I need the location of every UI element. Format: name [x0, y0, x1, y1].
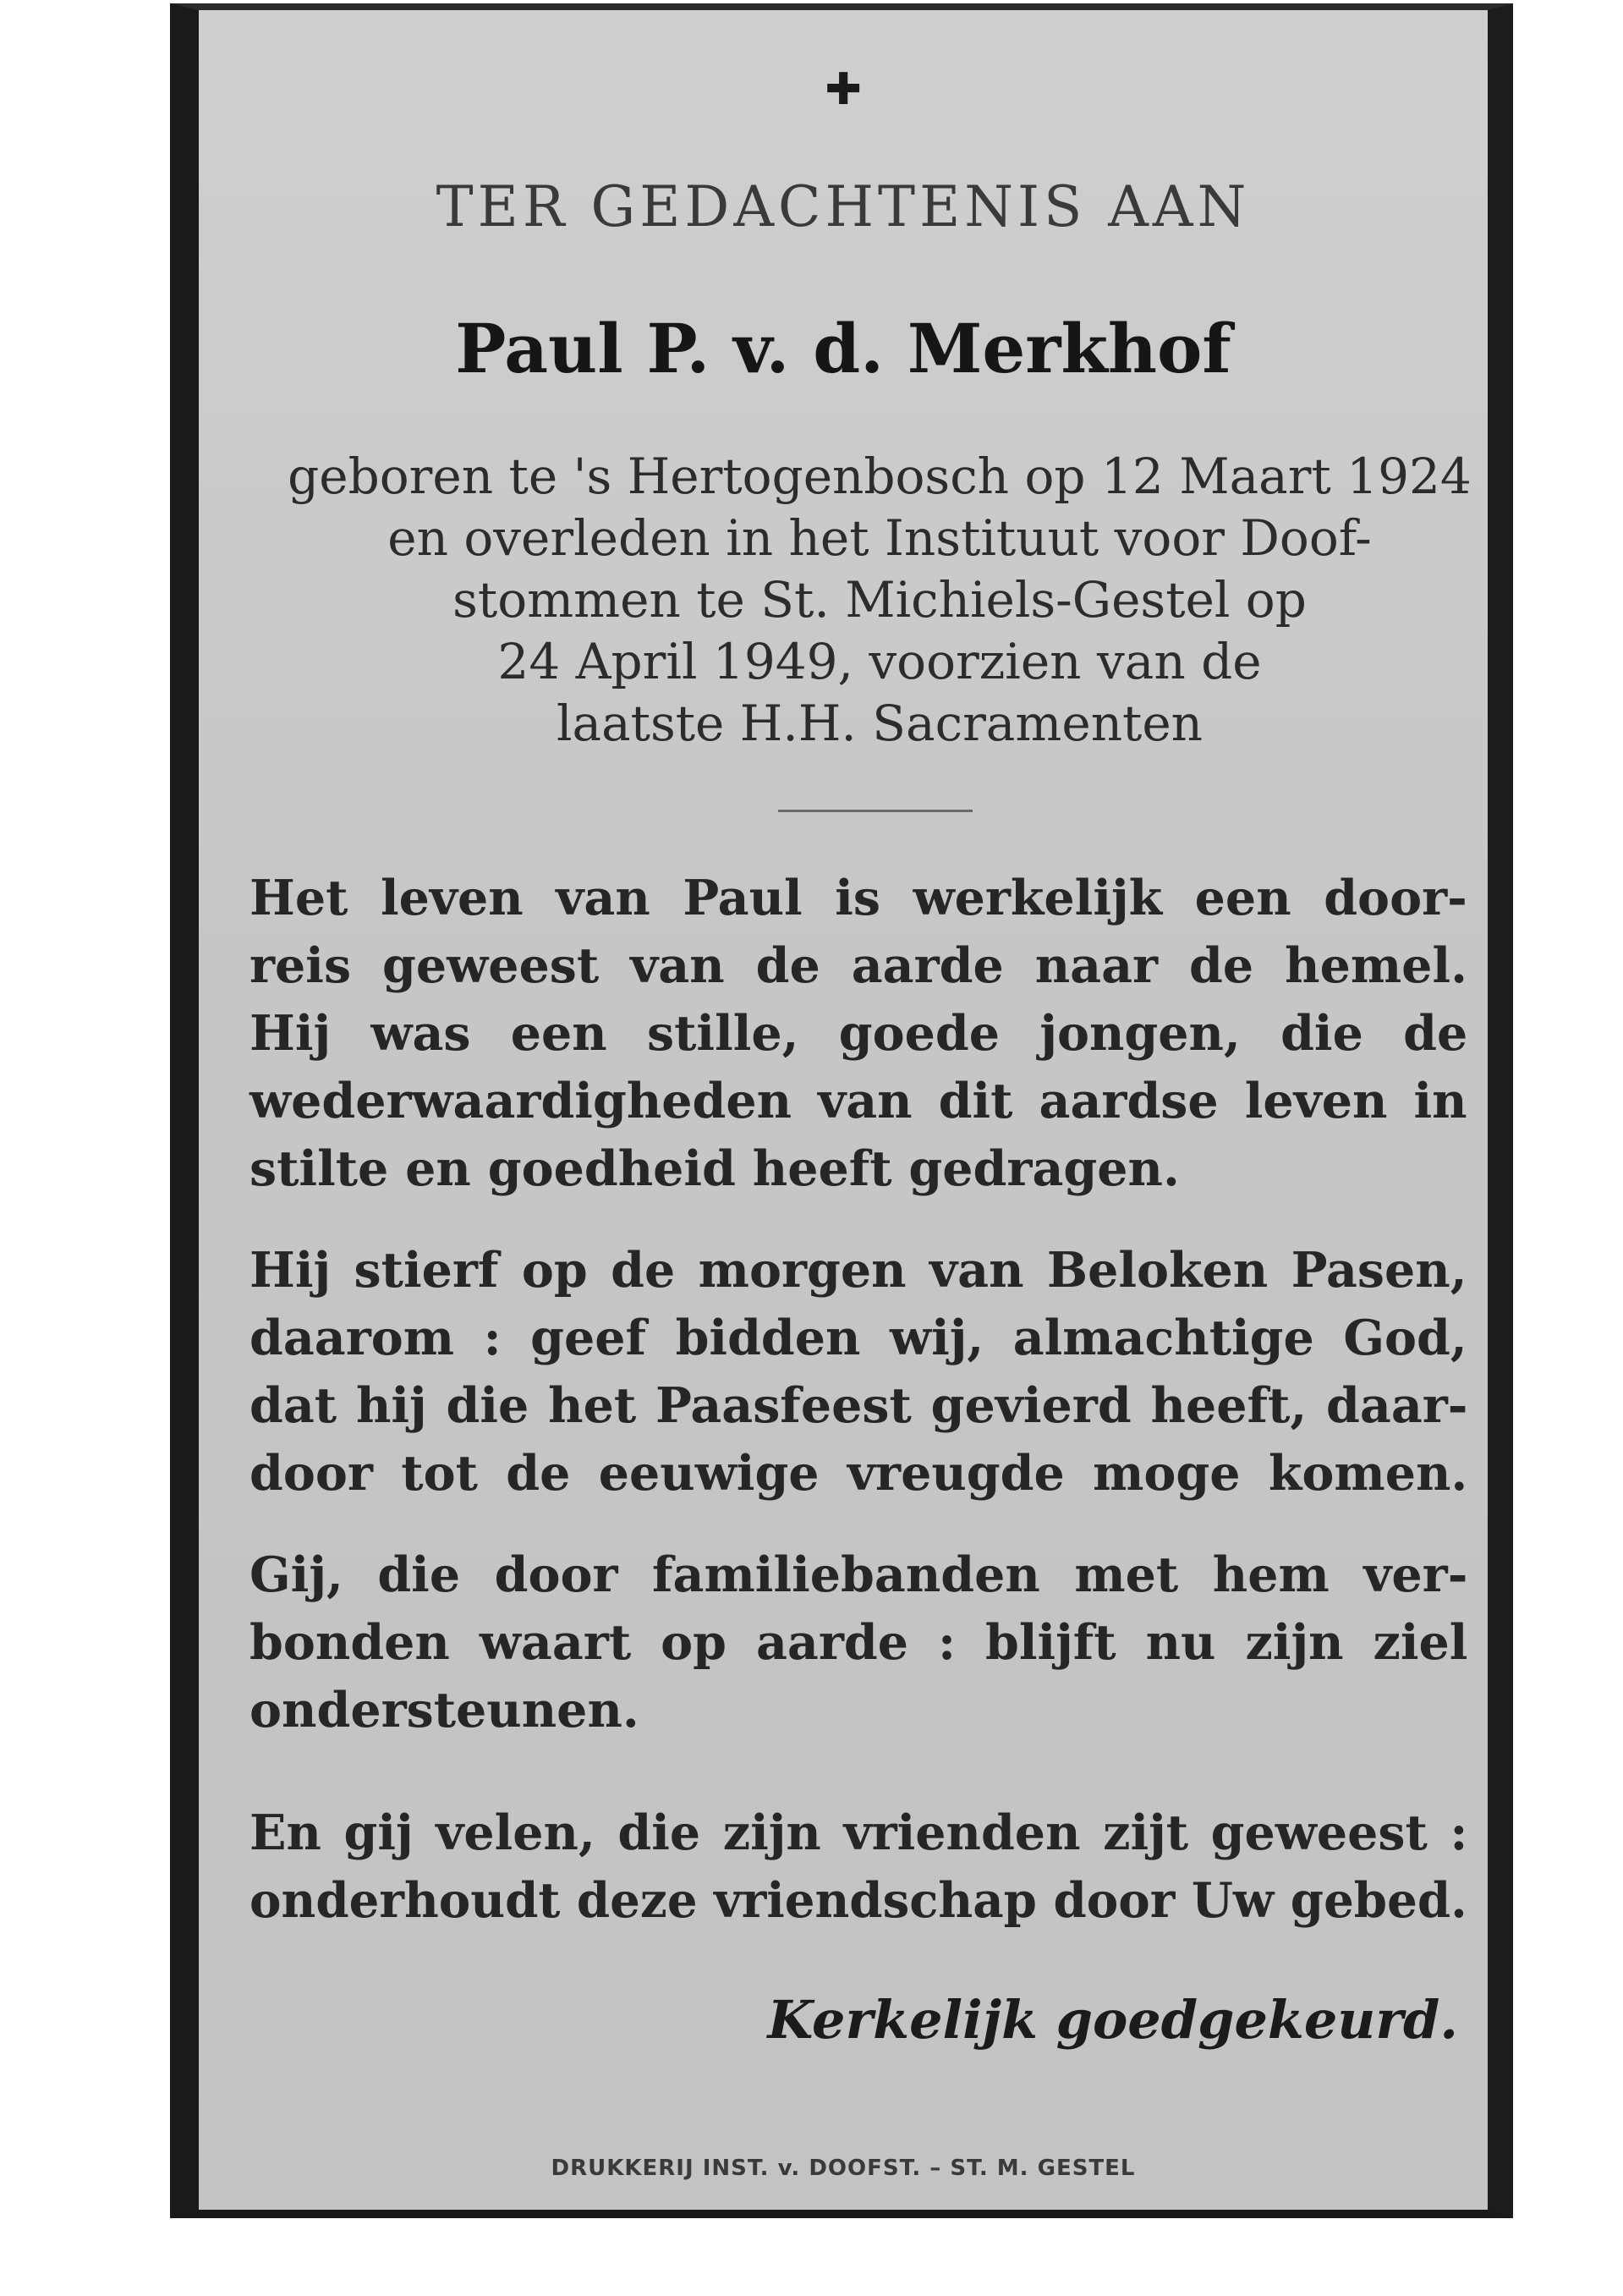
paragraph-prayer	[249, 1237, 1467, 1508]
birth-line: laatste H.H. Sacramenten	[556, 695, 1204, 752]
text-line: bonden waart op aarde : blijft nu zijn ziel	[249, 1614, 1468, 1671]
paragraph-family	[249, 1541, 1467, 1744]
text-line: Gij, die door familiebanden met hem ver-	[249, 1546, 1468, 1603]
church-approval: Kerkelijk goedgekeurd.	[767, 1989, 1458, 2051]
card-heading: TER GEDACHTENIS AAN	[436, 174, 1251, 239]
text-line: En gij velen, die zijn vrienden zijt geweest :	[249, 1804, 1468, 1861]
text-line: reis geweest van de aarde naar de hemel.	[249, 937, 1467, 994]
text-line: Hij stierf op de morgen van Beloken Pasen,	[249, 1242, 1467, 1299]
paragraph-friends	[249, 1799, 1467, 1935]
text-line: ondersteunen.	[249, 1682, 639, 1738]
card-paper	[199, 10, 1488, 2210]
divider	[778, 810, 973, 812]
birth-line: stommen te St. Michiels-Gestel op	[452, 571, 1307, 629]
text-line: stilte en goedheid heeft gedragen.	[249, 1140, 1180, 1197]
birth-death-details	[275, 446, 1484, 755]
printer-imprint: DRUKKERIJ INST. v. DOOFST. – ST. M. GESTEL	[551, 2156, 1136, 2181]
deceased-name: Paul P. v. d. Merkhof	[455, 309, 1231, 388]
text-line: daarom : geef bidden wij, almachtige God,	[249, 1310, 1467, 1366]
birth-line: en overleden in het Instituut voor Doof-	[387, 509, 1372, 567]
memorial-card	[170, 3, 1513, 2218]
text-line: wederwaardigheden van dit aardse leven in	[249, 1073, 1467, 1129]
cross-icon: ✚	[825, 64, 862, 115]
birth-line: 24 April 1949, voorzien van de	[497, 633, 1262, 690]
text-line: Hij was een stille, goede jongen, die de	[249, 1005, 1468, 1062]
text-line: Het leven van Paul is werkelijk een door-	[249, 870, 1467, 926]
text-line: door tot de eeuwige vreugde moge komen.	[249, 1445, 1468, 1502]
text-line: onderhoudt deze vriendschap door Uw gebed.	[249, 1872, 1467, 1929]
birth-line: geboren te 's Hertogenbosch op 12 Maart 1924	[288, 448, 1472, 505]
paragraph-life	[249, 865, 1467, 1203]
text-line: dat hij die het Paasfeest gevierd heeft, daar-	[249, 1377, 1468, 1434]
